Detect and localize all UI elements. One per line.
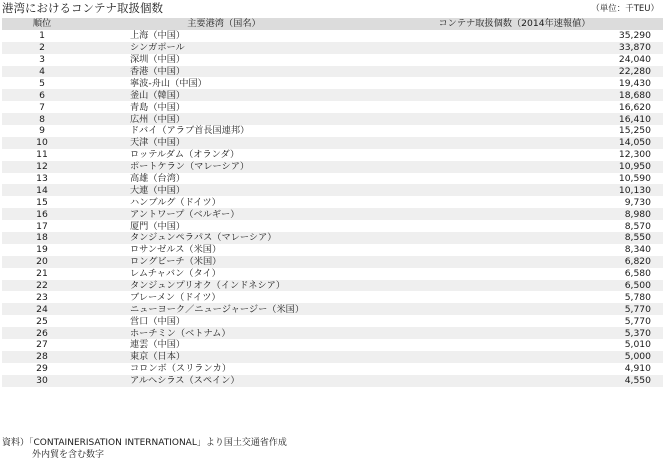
port-cell: 高雄（台湾） <box>82 173 366 185</box>
port-cell: 厦門（中国） <box>82 220 366 232</box>
rank-cell: 14 <box>2 184 82 196</box>
volume-cell: 6,500 <box>366 280 663 292</box>
rank-cell: 6 <box>2 89 82 101</box>
rank-cell: 3 <box>2 54 82 66</box>
port-cell: 釜山（韓国） <box>82 89 366 101</box>
port-cell: アルヘシラス（スペイン） <box>82 375 366 387</box>
table-row <box>2 137 663 149</box>
port-cell: ロッテルダム（オランダ） <box>82 149 366 161</box>
table-row <box>2 232 663 244</box>
page-title: 港湾におけるコンテナ取扱個数 <box>2 1 163 15</box>
port-cell: 香港（中国） <box>82 66 366 78</box>
rank-cell: 2 <box>2 42 82 54</box>
volume-cell: 10,590 <box>366 173 663 185</box>
unit-label: （単位：千TEU） <box>591 4 659 14</box>
port-cell: 東京（日本） <box>82 351 366 363</box>
volume-cell: 35,290 <box>366 30 663 42</box>
rank-cell: 4 <box>2 66 82 78</box>
volume-cell: 5,780 <box>366 291 663 303</box>
table-row <box>2 149 663 161</box>
table-row <box>2 244 663 256</box>
volume-cell: 4,910 <box>366 363 663 375</box>
volume-cell: 16,410 <box>366 113 663 125</box>
port-cell: ニューヨーク／ニュージャージー（米国） <box>82 303 366 315</box>
table-row <box>2 351 663 363</box>
rank-cell: 21 <box>2 268 82 280</box>
table-row <box>2 77 663 89</box>
table-row <box>2 196 663 208</box>
table-row <box>2 30 663 42</box>
volume-cell: 8,340 <box>366 244 663 256</box>
volume-cell: 8,550 <box>366 232 663 244</box>
volume-cell: 9,730 <box>366 196 663 208</box>
rank-cell: 7 <box>2 101 82 113</box>
table-row <box>2 291 663 303</box>
rank-cell: 17 <box>2 220 82 232</box>
port-cell: 営口（中国） <box>82 315 366 327</box>
table-row <box>2 101 663 113</box>
rank-cell: 28 <box>2 351 82 363</box>
table-row <box>2 89 663 101</box>
volume-cell: 5,010 <box>366 339 663 351</box>
volume-cell: 10,130 <box>366 184 663 196</box>
port-cell: 深圳（中国） <box>82 54 366 66</box>
rank-cell: 8 <box>2 113 82 125</box>
volume-cell: 22,280 <box>366 66 663 78</box>
table-row <box>2 256 663 268</box>
port-cell: シンガポール <box>82 42 366 54</box>
table-row <box>2 363 663 375</box>
rank-cell: 11 <box>2 149 82 161</box>
volume-cell: 6,580 <box>366 268 663 280</box>
header-rank: 順位 <box>2 18 82 30</box>
port-cell: 広州（中国） <box>82 113 366 125</box>
volume-cell: 4,550 <box>366 375 663 387</box>
volume-cell: 5,770 <box>366 303 663 315</box>
rank-cell: 29 <box>2 363 82 375</box>
table-body <box>2 30 663 387</box>
volume-cell: 19,430 <box>366 77 663 89</box>
table-header-row <box>2 18 663 30</box>
port-cell: ハンブルグ（ドイツ） <box>82 196 366 208</box>
table-row <box>2 280 663 292</box>
table-row <box>2 315 663 327</box>
rank-cell: 9 <box>2 125 82 137</box>
rank-cell: 27 <box>2 339 82 351</box>
scope-note: 外内貿を含む数字 <box>32 450 105 460</box>
source-notes <box>2 437 287 461</box>
table-row <box>2 54 663 66</box>
volume-cell: 8,980 <box>366 208 663 220</box>
rank-cell: 12 <box>2 161 82 173</box>
volume-cell: 16,620 <box>366 101 663 113</box>
rank-cell: 13 <box>2 173 82 185</box>
table-row <box>2 303 663 315</box>
table-row <box>2 339 663 351</box>
volume-cell: 24,040 <box>366 54 663 66</box>
rank-cell: 26 <box>2 327 82 339</box>
container-ranking-table <box>2 18 663 387</box>
port-cell: ブレーメン（ドイツ） <box>82 291 366 303</box>
volume-cell: 12,300 <box>366 149 663 161</box>
table-row <box>2 161 663 173</box>
volume-cell: 5,770 <box>366 315 663 327</box>
table-row <box>2 113 663 125</box>
volume-cell: 5,370 <box>366 327 663 339</box>
volume-cell: 18,680 <box>366 89 663 101</box>
table-row <box>2 327 663 339</box>
volume-cell: 15,250 <box>366 125 663 137</box>
header-port: 主要港湾（国名） <box>82 18 366 30</box>
table-row <box>2 184 663 196</box>
port-cell: アントワープ（ベルギー） <box>82 208 366 220</box>
port-cell: ポートケラン（マレーシア） <box>82 161 366 173</box>
port-cell: ロサンゼルス（米国） <box>82 244 366 256</box>
volume-cell: 14,050 <box>366 137 663 149</box>
rank-cell: 5 <box>2 77 82 89</box>
port-cell: ロングビーチ（米国） <box>82 256 366 268</box>
table-row <box>2 66 663 78</box>
header-volume: コンテナ取扱個数（2014年速報値） <box>366 18 663 30</box>
port-cell: ホーチミン（ベトナム） <box>82 327 366 339</box>
rank-cell: 1 <box>2 30 82 42</box>
table-row <box>2 375 663 387</box>
rank-cell: 16 <box>2 208 82 220</box>
table-row <box>2 125 663 137</box>
rank-cell: 15 <box>2 196 82 208</box>
volume-cell: 8,570 <box>366 220 663 232</box>
rank-cell: 19 <box>2 244 82 256</box>
volume-cell: 10,950 <box>366 161 663 173</box>
port-cell: 上海（中国） <box>82 30 366 42</box>
volume-cell: 6,820 <box>366 256 663 268</box>
rank-cell: 24 <box>2 303 82 315</box>
port-cell: 大連（中国） <box>82 184 366 196</box>
rank-cell: 18 <box>2 232 82 244</box>
table-row <box>2 208 663 220</box>
port-cell: 天津（中国） <box>82 137 366 149</box>
port-cell: 連雲（中国） <box>82 339 366 351</box>
port-cell: 寧波-舟山（中国） <box>82 77 366 89</box>
rank-cell: 22 <box>2 280 82 292</box>
rank-cell: 10 <box>2 137 82 149</box>
port-cell: タンジュンペラパス（マレーシア） <box>82 232 366 244</box>
port-cell: ドバイ（アラブ首長国連邦） <box>82 125 366 137</box>
port-cell: レムチャバン（タイ） <box>82 268 366 280</box>
table-row <box>2 173 663 185</box>
volume-cell: 33,870 <box>366 42 663 54</box>
rank-cell: 20 <box>2 256 82 268</box>
source-note: 資料）「CONTAINERISATION INTERNATIONAL」より国土交通省作成 <box>2 438 287 448</box>
rank-cell: 23 <box>2 291 82 303</box>
port-cell: タンジュンプリオク（インドネシア） <box>82 280 366 292</box>
rank-cell: 25 <box>2 315 82 327</box>
port-cell: 青島（中国） <box>82 101 366 113</box>
port-cell: コロンボ（スリランカ） <box>82 363 366 375</box>
volume-cell: 5,000 <box>366 351 663 363</box>
table-row <box>2 268 663 280</box>
table-row <box>2 220 663 232</box>
rank-cell: 30 <box>2 375 82 387</box>
table-row <box>2 42 663 54</box>
